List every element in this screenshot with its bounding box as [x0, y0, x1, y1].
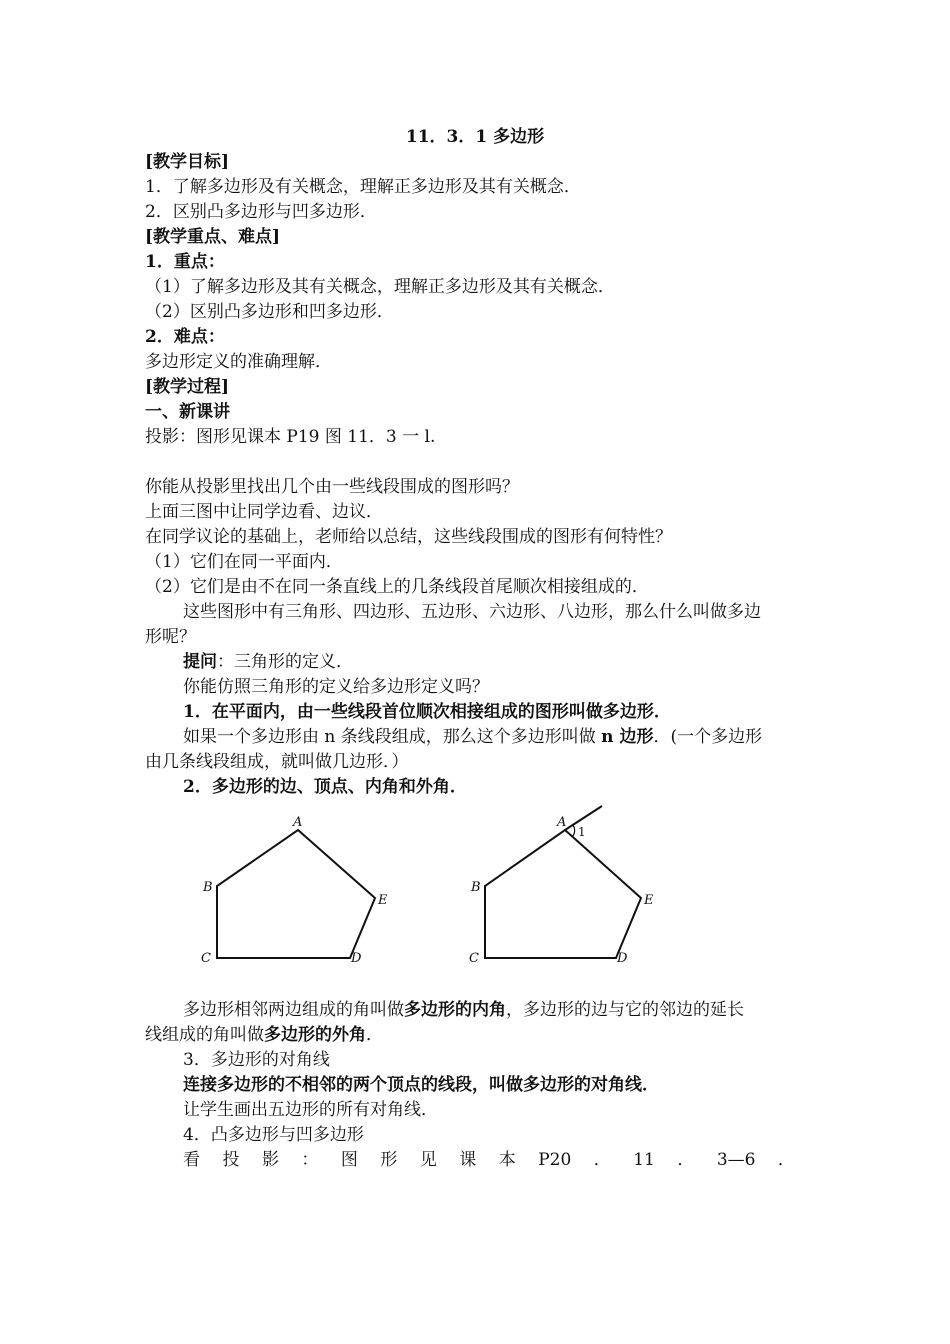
part-one-heading: 一、新课讲: [145, 402, 230, 422]
key-item-2: （2）区别凸多边形和凹多边形．: [145, 302, 394, 322]
pentagon-figure-left: [195, 810, 405, 975]
paragraph-2-line-1: [183, 726, 762, 748]
last-word: ：: [301, 1150, 319, 1170]
last-word: 本: [498, 1150, 516, 1170]
key-label: 1．重点：: [145, 252, 225, 272]
objective-2: 2．区别凸多边形与凹多边形．: [145, 202, 377, 222]
n-gon-text-pre: 如果一个多边形由 n 条线段组成，那么这个多边形叫做: [183, 727, 602, 747]
item-3-diagonals: 3．多边形的对角线: [183, 1050, 330, 1070]
exterior-text-post: ．: [366, 1025, 383, 1045]
n-gon-text-post: ．(一个多边形: [653, 727, 763, 747]
last-word: 3—6: [716, 1150, 756, 1170]
interior-angle-term: 多边形的内角: [404, 1000, 506, 1020]
question-1: 你能从投影里找出几个由一些线段围成的图形吗？: [145, 477, 519, 497]
exterior-text-pre: 线组成的角叫做: [145, 1025, 264, 1045]
interior-text-pre: 多边形相邻两边组成的角叫做: [183, 1000, 404, 1020]
definition-2: 2．多边形的边、顶点、内角和外角．: [183, 777, 467, 797]
label-d-right: D: [617, 951, 628, 966]
exterior-angle-arc: [573, 825, 575, 837]
task-draw-diagonals: 让学生画出五边形的所有对角线．: [183, 1100, 438, 1120]
exterior-angle-term: 多边形的外角: [264, 1025, 366, 1045]
difficulty-label: 2．难点：: [145, 327, 225, 347]
paragraph-3-line-1: [183, 999, 744, 1021]
last-word: 影: [261, 1150, 279, 1170]
label-b-left: B: [203, 880, 213, 895]
item-4-convex-concave: 4．凸多边形与凹多边形: [183, 1125, 364, 1145]
label-e-left: E: [378, 893, 388, 908]
last-word: ．: [677, 1150, 695, 1170]
property-1: （1）它们在同一平面内．: [145, 552, 343, 572]
label-d-left: D: [351, 951, 362, 966]
label-b-right: B: [471, 880, 481, 895]
question-4: 你能仿照三角形的定义给多边形定义吗？: [183, 677, 489, 697]
difficulty-text: 多边形定义的准确理解．: [145, 352, 332, 372]
question-2: 上面三图中让同学边看、边议．: [145, 502, 383, 522]
label-c-right: C: [469, 951, 479, 966]
pentagon-figure-right: [460, 800, 680, 975]
last-word: 课: [459, 1150, 477, 1170]
ask-text: ：三角形的定义．: [217, 652, 353, 672]
last-word: ．: [593, 1150, 611, 1170]
label-c-left: C: [201, 951, 211, 966]
last-word: 形: [380, 1150, 398, 1170]
last-word: 见: [419, 1150, 437, 1170]
label-angle-1: 1: [578, 825, 586, 839]
property-2: （2）它们是由不在同一条直线上的几条线段首尾顺次相接组成的．: [145, 577, 649, 597]
heading-key-points: [教学重点、难点]: [145, 227, 281, 247]
document-title: 11．3．1 多边形: [405, 127, 545, 147]
heading-objectives: [教学目标]: [145, 152, 230, 172]
objective-1: 1．了解多边形及有关概念，理解正多边形及其有关概念．: [145, 177, 581, 197]
last-line-justified: [183, 1149, 795, 1171]
paragraph-1-line-2: 形呢？: [145, 627, 196, 647]
ask-line: [183, 651, 353, 673]
label-a-left: A: [293, 815, 303, 830]
last-word: 图: [340, 1150, 358, 1170]
paragraph-3-line-2: [145, 1024, 383, 1046]
label-a-right: A: [557, 815, 567, 830]
definition-3: 连接多边形的不相邻的两个顶点的线段，叫做多边形的对角线．: [183, 1075, 659, 1095]
ask-label: 提问: [183, 652, 217, 672]
pentagon-left-shape: [217, 830, 375, 958]
n-gon-term: n 边形: [601, 727, 654, 747]
label-e-right: E: [644, 893, 654, 908]
last-word: ．: [777, 1150, 795, 1170]
last-word: 投: [222, 1150, 240, 1170]
last-word: P20: [538, 1150, 572, 1170]
pentagon-right-shape: [485, 830, 641, 958]
key-item-1: （1）了解多边形及其有关概念，理解正多边形及其有关概念．: [145, 277, 615, 297]
interior-text-post: ，多边形的边与它的邻边的延长: [506, 1000, 744, 1020]
last-word: 11: [633, 1150, 655, 1170]
definition-1: 1．在平面内，由一些线段首位顺次相接组成的图形叫做多边形．: [183, 702, 671, 722]
paragraph-1-line-1: 这些图形中有三角形、四边形、五边形、六边形、八边形，那么什么叫做多边: [183, 602, 761, 622]
projection-line: 投影：图形见课本 P19 图 11．3 一 l.: [145, 427, 436, 447]
heading-process: [教学过程]: [145, 377, 230, 397]
last-word: 看: [183, 1150, 200, 1170]
paragraph-2-line-2: 由几条线段组成，就叫做几边形．）: [145, 752, 409, 772]
question-3: 在同学议论的基础上，老师给以总结，这些线段围成的图形有何特性？: [145, 527, 672, 547]
